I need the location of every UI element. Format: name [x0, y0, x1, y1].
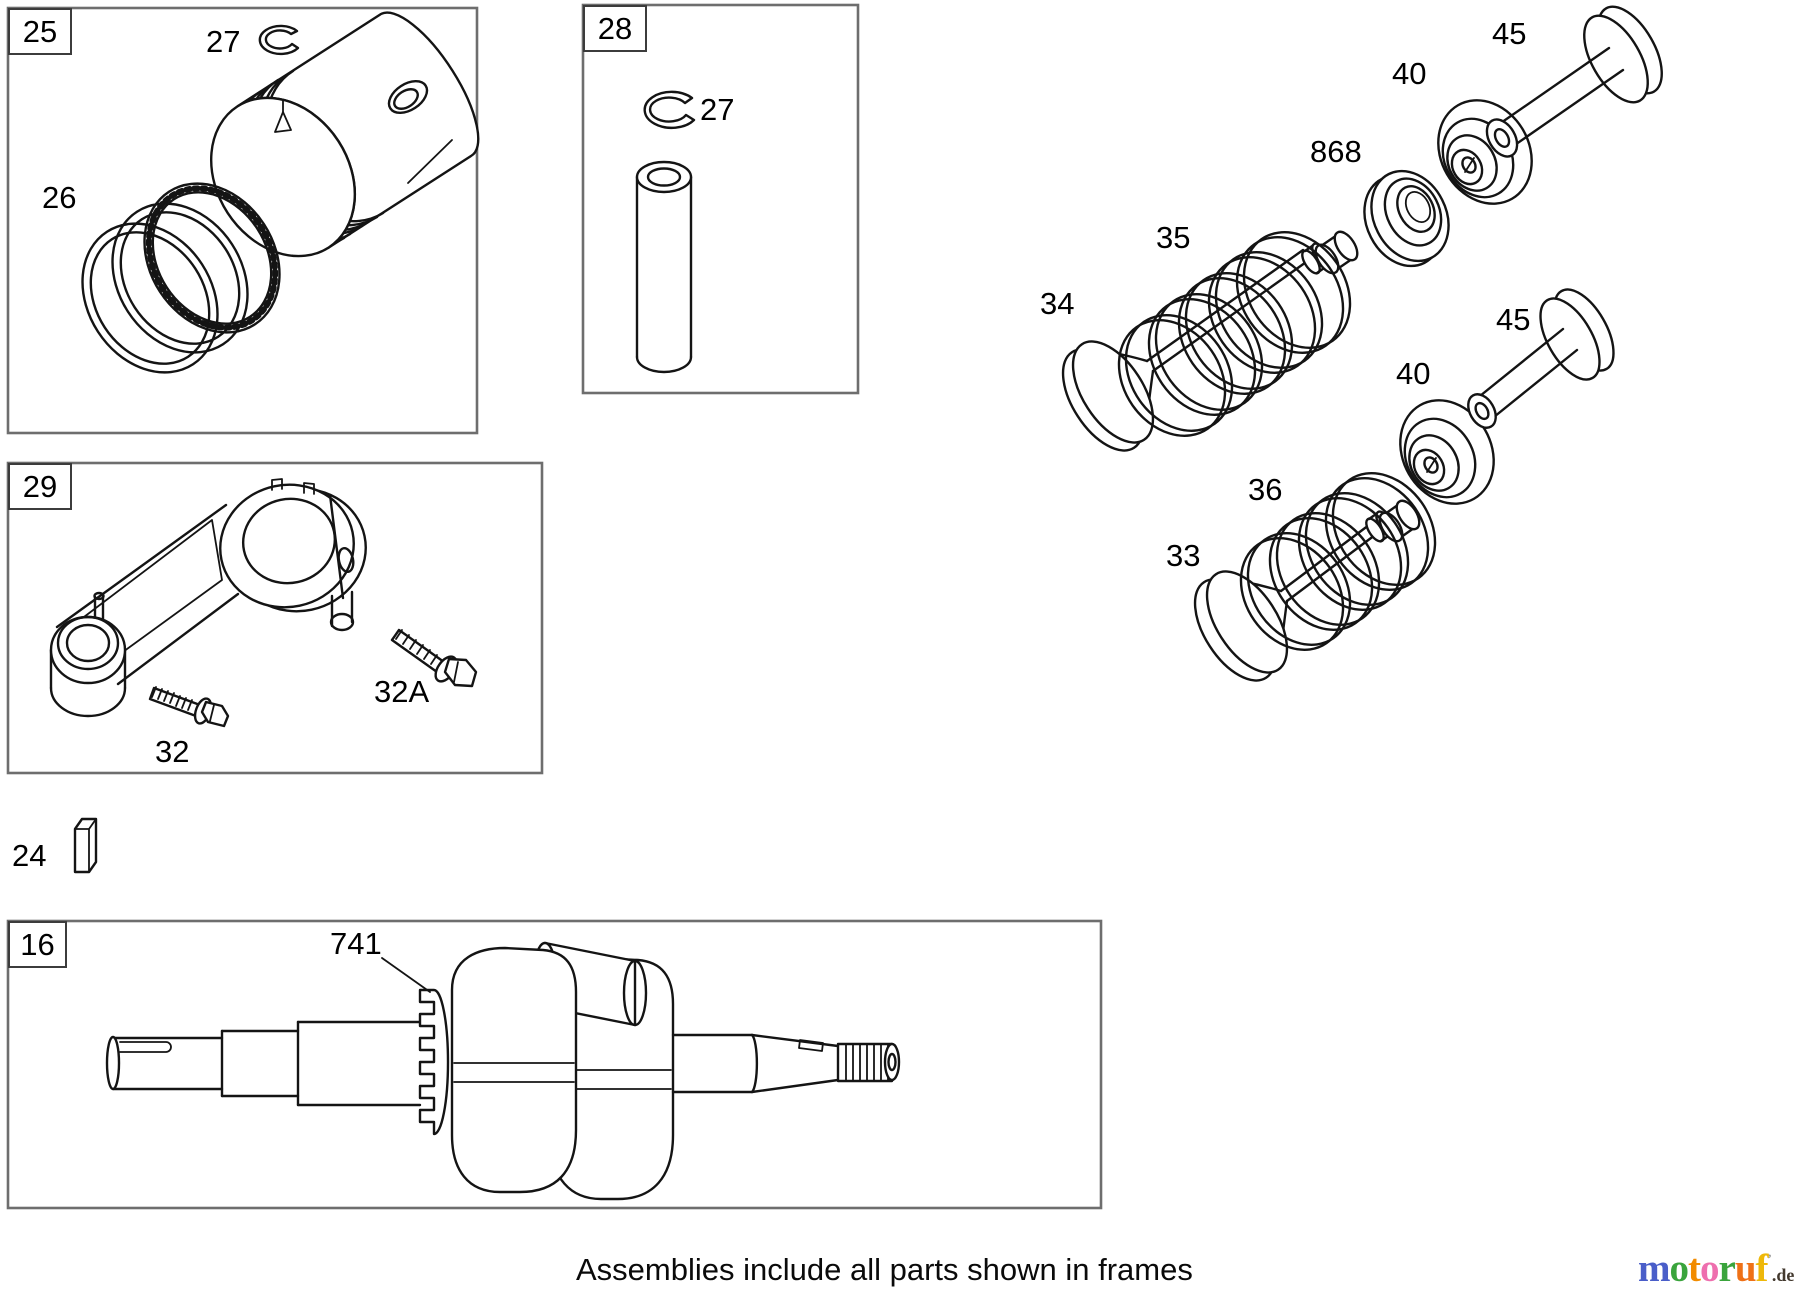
logo-letter: o	[1669, 1247, 1688, 1290]
logo-domain-suffix: .de	[1771, 1265, 1795, 1285]
key-24-drawing	[75, 819, 96, 872]
logo-letter: u	[1734, 1247, 1756, 1290]
logo-letter: f	[1755, 1247, 1768, 1290]
circlip-27-frame28-drawing	[645, 92, 694, 128]
exhaust-valve-assembly-drawing	[1179, 453, 1456, 694]
frame-25-number: 25	[22, 13, 58, 49]
circlip-27-frame25-drawing	[260, 26, 298, 54]
logo-letter: m	[1638, 1247, 1670, 1290]
frame-28-outline	[583, 5, 858, 393]
part-label-27-frame25: 27	[206, 24, 241, 59]
part-label-32a: 32A	[374, 674, 430, 709]
valve-seal-868-drawing	[1350, 158, 1464, 279]
crankshaft-drawing	[107, 943, 899, 1199]
motoruf-logo	[1638, 1246, 1794, 1291]
part-label-45-lower: 45	[1496, 302, 1531, 337]
frame-16-tag	[8, 921, 67, 968]
frame-16-number: 16	[20, 926, 55, 962]
part-label-36: 36	[1248, 472, 1283, 507]
part-label-35: 35	[1156, 220, 1191, 255]
frame-29-tag	[8, 463, 72, 510]
frame-28-number: 28	[597, 10, 633, 46]
frame-28-tag	[583, 5, 647, 52]
logo-letter: r	[1718, 1247, 1735, 1290]
part-label-33: 33	[1166, 538, 1201, 573]
frame-29-number: 29	[22, 468, 58, 504]
part-label-24: 24	[12, 838, 47, 873]
part-label-26: 26	[42, 180, 77, 215]
part-label-32: 32	[155, 734, 190, 769]
part-label-741: 741	[330, 926, 382, 961]
part-label-45-upper: 45	[1492, 16, 1527, 51]
part-label-34: 34	[1040, 286, 1075, 321]
valve-tappet-45-lower-drawing	[1463, 280, 1626, 433]
diagram-caption: Assemblies include all parts shown in frames	[576, 1252, 1193, 1287]
logo-trademark-mark: ’	[1767, 1251, 1772, 1266]
logo-letter: o	[1700, 1247, 1719, 1290]
rod-bolt-32-drawing	[150, 687, 228, 726]
part-label-868: 868	[1310, 134, 1362, 169]
intake-valve-assembly-drawing	[1047, 212, 1372, 464]
part-label-40-lower: 40	[1396, 356, 1431, 391]
connecting-rod-drawing	[51, 472, 377, 716]
part-label-27-frame28: 27	[700, 92, 735, 127]
logo-letter: t	[1688, 1247, 1700, 1290]
piston-pin-drawing	[637, 162, 691, 372]
part-label-40-upper: 40	[1392, 56, 1427, 91]
frame-25-tag	[8, 8, 72, 55]
